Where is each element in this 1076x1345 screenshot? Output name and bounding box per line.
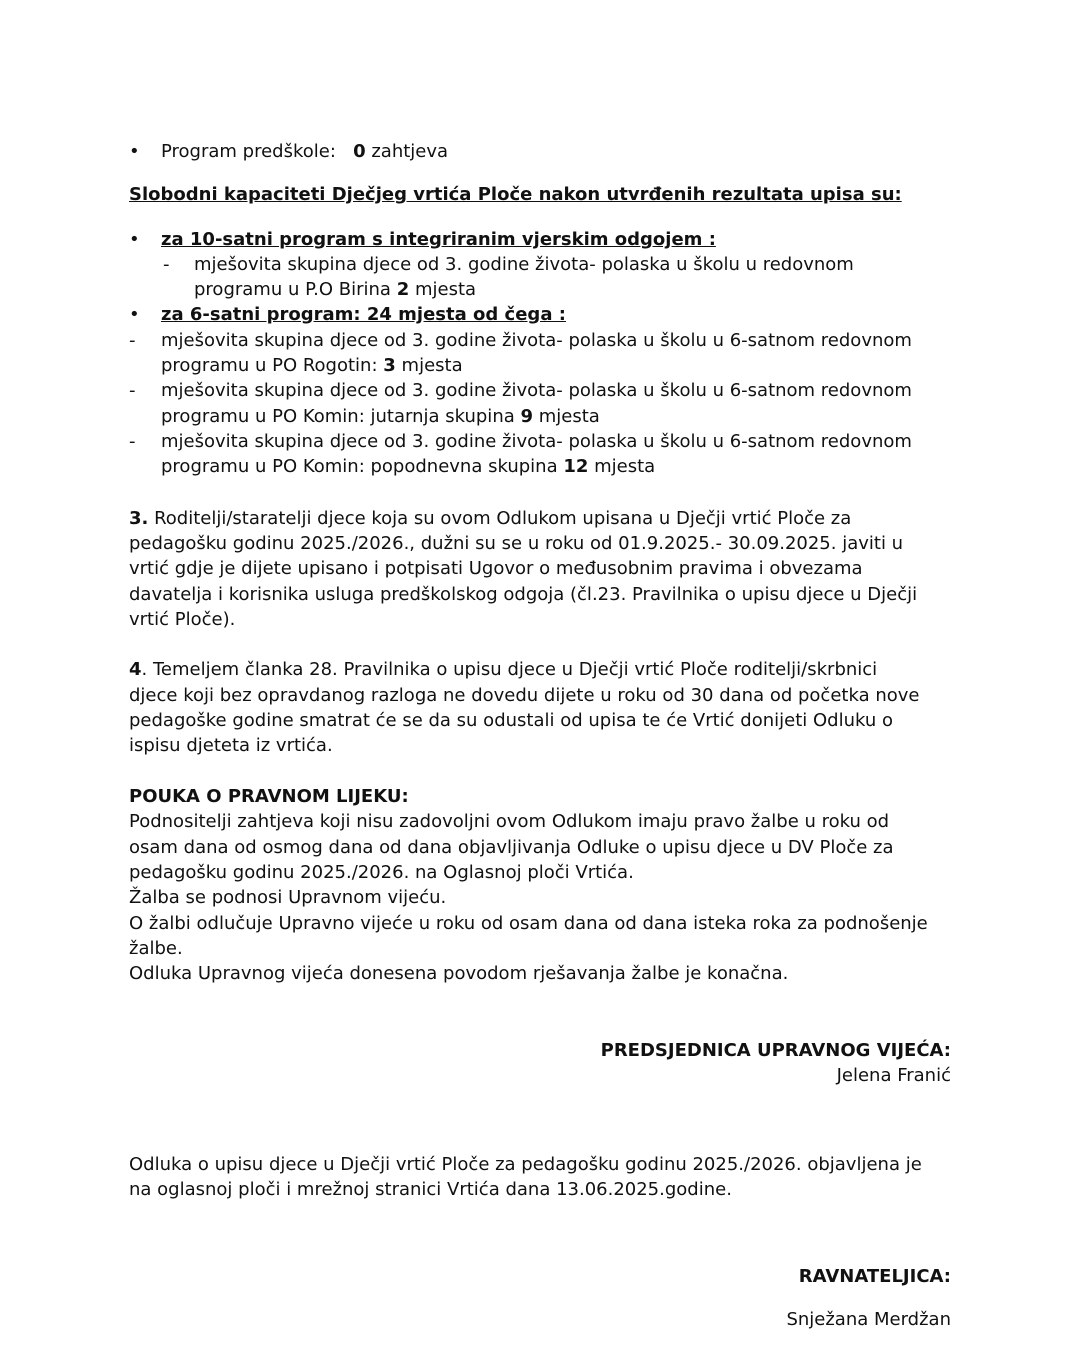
program10-item-line1: mješovita skupina djece od 3. godine života- polaska u školu u redovnom bbox=[194, 254, 854, 275]
dash-icon: - bbox=[129, 330, 136, 351]
legal-remedy-line: osam dana od osmog dana od dana objavljivanja Odluke o upisu djece u DV Ploče za bbox=[129, 837, 894, 858]
section3-line: pedagošku godinu 2025./2026., dužni su se u roku od 01.9.2025.- 30.09.2025. javiti u bbox=[129, 533, 904, 554]
dash-icon: - bbox=[129, 380, 136, 401]
preschool-line: Program predškole: 0 zahtjeva bbox=[161, 141, 449, 162]
section4-line: ispisu djeteta iz vrtića. bbox=[129, 735, 333, 756]
legal-remedy-line: O žalbi odlučuje Upravno vijeće u roku od osam dana od dana isteka roka za podnošenje bbox=[129, 913, 928, 934]
section3-line: 3. Roditelji/staratelji djece koja su ovom Odlukom upisana u Dječji vrtić Ploče za bbox=[129, 508, 852, 529]
publication-line: na oglasnoj ploči i mrežnoj stranici Vrtića dana 13.06.2025.godine. bbox=[129, 1179, 732, 1200]
section3-line: davatelja i korisnika usluga predškolskog odgoja (čl.23. Pravilnika o upisu djece u Dječji bbox=[129, 584, 918, 605]
bullet-icon: • bbox=[129, 229, 140, 250]
board-signature-name: Jelena Franić bbox=[836, 1065, 951, 1086]
legal-remedy-line: Žalba se podnosi Upravnom vijeću. bbox=[129, 887, 447, 908]
program10-item-line2: programu u P.O Birina 2 mjesta bbox=[194, 279, 477, 300]
bullet-icon: • bbox=[129, 141, 140, 162]
dash-icon: - bbox=[163, 254, 170, 275]
program6-heading: za 6-satni program: 24 mjesta od čega : bbox=[161, 304, 566, 325]
director-signature-title: RAVNATELJICA: bbox=[798, 1266, 951, 1287]
section3-line: vrtić gdje je dijete upisano i potpisati Ugovor o međusobnim pravima i obvezama bbox=[129, 558, 863, 579]
bullet-icon: • bbox=[129, 304, 140, 325]
program6-item-line2: programu u PO Komin: popodnevna skupina 12 mjesta bbox=[161, 456, 656, 477]
legal-remedy-line: Podnositelji zahtjeva koji nisu zadovoljni ovom Odlukom imaju pravo žalbe u roku od bbox=[129, 811, 890, 832]
director-signature-name: Snježana Merdžan bbox=[786, 1309, 951, 1330]
program6-item-line1: mješovita skupina djece od 3. godine života- polaska u školu u 6-satnom redovnom bbox=[161, 330, 912, 351]
program6-item-line2: programu u PO Komin: jutarnja skupina 9 mjesta bbox=[161, 406, 600, 427]
section4-line: 4. Temeljem članka 28. Pravilnika o upisu djece u Dječji vrtić Ploče roditelji/skrbnici bbox=[129, 659, 878, 680]
board-signature-title: PREDSJEDNICA UPRAVNOG VIJEĆA: bbox=[600, 1040, 951, 1061]
legal-remedy-line: pedagošku godinu 2025./2026. na Oglasnoj ploči Vrtića. bbox=[129, 862, 634, 883]
legal-remedy-line: Odluka Upravnog vijeća donesena povodom rješavanja žalbe je konačna. bbox=[129, 963, 789, 984]
program6-item-line1: mješovita skupina djece od 3. godine života- polaska u školu u 6-satnom redovnom bbox=[161, 380, 912, 401]
legal-remedy-line: žalbe. bbox=[129, 938, 183, 959]
publication-line: Odluka o upisu djece u Dječji vrtić Ploče za pedagošku godinu 2025./2026. objavljena je bbox=[129, 1154, 922, 1175]
section4-line: pedagoške godine smatrat će se da su odustali od upisa te će Vrtić donijeti Odluku o bbox=[129, 710, 893, 731]
program6-item-line2: programu u PO Rogotin: 3 mjesta bbox=[161, 355, 463, 376]
section3-line: vrtić Ploče). bbox=[129, 609, 236, 630]
program10-heading: za 10-satni program s integriranim vjerskim odgojem : bbox=[161, 229, 716, 250]
section4-line: djece koji bez opravdanog razloga ne dovedu dijete u roku od 30 dana od početka nove bbox=[129, 685, 920, 706]
legal-remedy-heading: POUKA O PRAVNOM LIJEKU: bbox=[129, 786, 409, 807]
dash-icon: - bbox=[129, 431, 136, 452]
capacity-heading: Slobodni kapaciteti Dječjeg vrtića Ploče nakon utvrđenih rezultata upisa su: bbox=[129, 184, 902, 205]
program6-item-line1: mješovita skupina djece od 3. godine života- polaska u školu u 6-satnom redovnom bbox=[161, 431, 912, 452]
